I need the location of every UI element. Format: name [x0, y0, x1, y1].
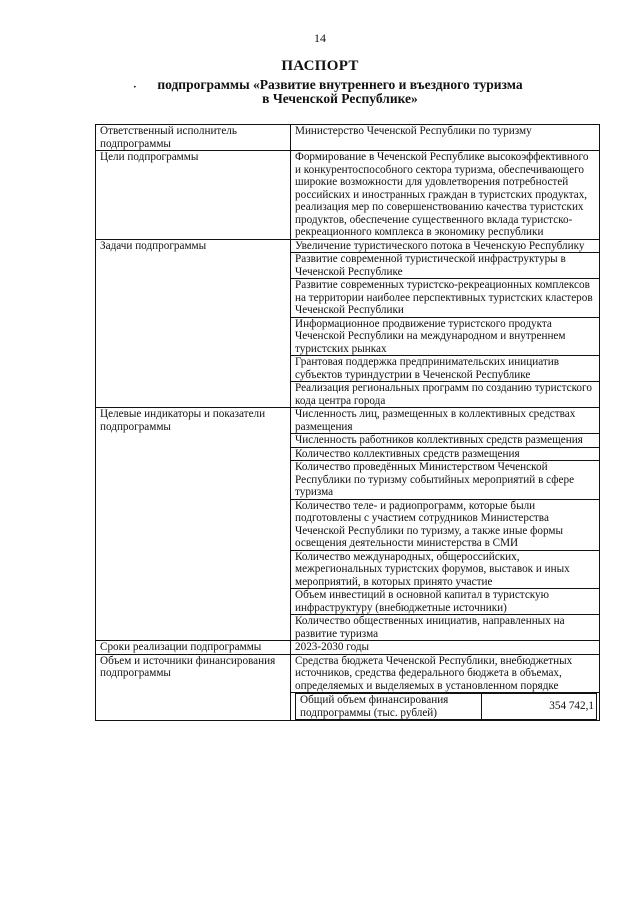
- funding-total-label: Общий объем финансирования подпрограммы (тыс. рублей): [296, 694, 482, 720]
- row-value: Министерство Чеченской Республики по туризму: [291, 125, 600, 151]
- table-row: [96, 125, 600, 151]
- row-value: Количество теле- и радиопрограмм, которые были подготовлены с участием сотрудников Министерства Чеченской Республики по туризму, а также иные формы освещения деятельности министерства в СМИ: [291, 499, 600, 550]
- row-value: Грантовая поддержка предпринимательских инициатив субъектов туриндустрии в Чеченской Республике: [291, 356, 600, 382]
- row-value: Количество проведённых Министерством Чеченской Республики по туризму событийных мероприятий в сфере туризма: [291, 461, 600, 500]
- row-value: Количество общественных инициатив, направленных на развитие туризма: [291, 615, 600, 641]
- row-value: Объем инвестиций в основной капитал в туристскую инфраструктуру (внебюджетные источники): [291, 589, 600, 615]
- row-label: Целевые индикаторы и показатели подпрограммы: [96, 408, 291, 641]
- row-value: Численность работников коллективных средств размещения: [291, 434, 600, 448]
- row-value: Развитие современной туристической инфраструктуры в Чеченской Республике: [291, 253, 600, 279]
- row-label: Задачи подпрограммы: [96, 239, 291, 408]
- row-value: 2023-2030 годы: [291, 641, 600, 655]
- page-number: 14: [314, 31, 326, 45]
- row-value: Численность лиц, размещенных в коллективных средствах размещения: [291, 408, 600, 434]
- table-row: [96, 151, 600, 240]
- row-value: Увеличение туристического потока в Чеченскую Республику: [291, 239, 600, 253]
- row-label: Сроки реализации подпрограммы: [96, 641, 291, 655]
- row-value: Информационное продвижение туристского продукта Чеченской Республики на международном и внутреннем туристских рынках: [291, 317, 600, 356]
- row-value: Количество коллективных средств размещения: [291, 447, 600, 461]
- passport-table: [95, 124, 600, 721]
- row-value: Реализация региональных программ по созданию туристского кода центра города: [291, 382, 600, 408]
- row-value: Формирование в Чеченской Республике высокоэффективного и конкурентоспособного сектора туризма, обеспечивающего широкие возможности для удовлетворения потребностей российских и иностранных граждан в туристских продуктах, реализация мер по совершенствованию качества туристских продуктов, обеспечение существенного вклада туристско-рекреационного комплекса в экономику республики: [291, 151, 600, 240]
- funding-total-value: 354 742,1: [482, 694, 597, 720]
- funding-section: [96, 654, 600, 721]
- row-value: Количество международных, общероссийских, межрегиональных туристских форумов, выставок и иных мероприятий, в которых принято участие: [291, 550, 600, 589]
- table-row: [96, 641, 600, 655]
- row-value: Развитие современных туристско-рекреационных комплексов на территории наиболее перспективных туристских кластеров Чеченской Республики: [291, 279, 600, 318]
- subtitle-line-1: подпрограммы «Развитие внутреннего и въездного туризма: [157, 77, 523, 92]
- row-label: Ответственный исполнитель подпрограммы: [96, 125, 291, 151]
- funding-total-cell: [291, 693, 600, 721]
- passport-table-body: [96, 125, 600, 655]
- document-subtitle: [110, 78, 570, 106]
- funding-label: Объем и источники финансирования подпрограммы: [96, 654, 291, 721]
- funding-total-table: [295, 693, 597, 720]
- row-label: Цели подпрограммы: [96, 151, 291, 240]
- document-title: ПАСПОРТ: [281, 58, 359, 74]
- funding-row: [96, 654, 600, 693]
- bullet-mark: ·: [133, 81, 137, 93]
- subtitle-line-2: в Чеченской Республике»: [262, 91, 418, 106]
- table-row: [96, 408, 600, 434]
- table-row: [96, 239, 600, 253]
- funding-description: Средства бюджета Чеченской Республики, внебюджетных источников, средства федерального бюджета в объемах, определяемых и выделяемых в установленном порядке: [291, 654, 600, 693]
